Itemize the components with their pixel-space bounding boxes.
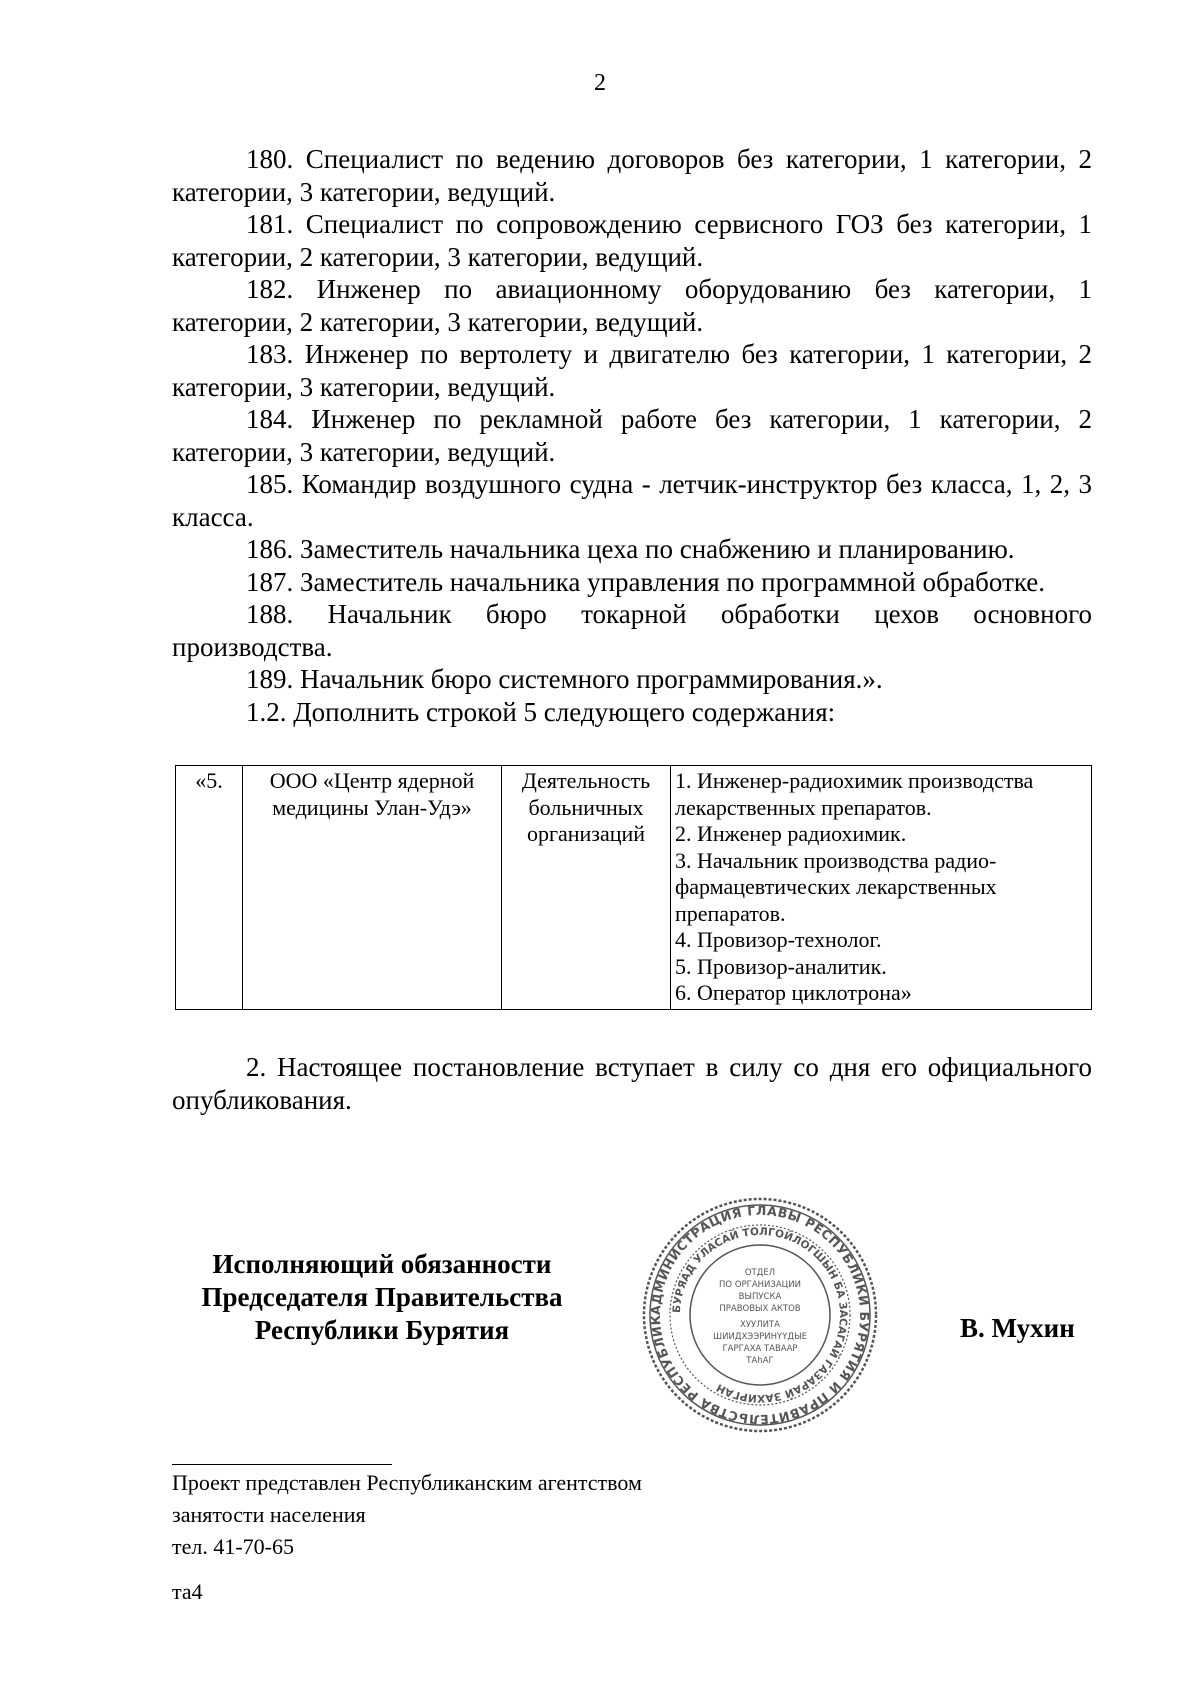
list-item-184: 184. Инженер по рекламной работе без категории, 1 категории, 2 категории, 3 категории, ведущий. <box>172 404 1092 467</box>
closing-section <box>172 1051 1092 1116</box>
signer-line: Республики Бурятия <box>254 1315 510 1345</box>
signer-line: Председателя Правительства <box>201 1282 563 1312</box>
table-cell-number: «5. <box>176 766 243 1010</box>
svg-text:ОТДЕЛ: ОТДЕЛ <box>744 1268 776 1278</box>
position-item: 3. Начальник производства радио-фармацевтических лекарственных препаратов. <box>675 847 997 926</box>
seal-outer-ring-text: АДМИНИСТРАЦИЯ ГЛАВЫ РЕСПУБЛИКИ БУРЯТИЯ И ПРАВИТЕЛЬСТВА РЕСПУБЛИК <box>647 1202 873 1428</box>
amendment-paragraph: 1.2. Дополнить строкой 5 следующего содержания: <box>246 696 836 727</box>
svg-text:ПРАВОВЫХ АКТОВ: ПРАВОВЫХ АКТОВ <box>719 1304 801 1314</box>
footnote-divider <box>172 1464 392 1465</box>
list-item-180: 180. Специалист по ведению договоров без категории, 1 категории, 2 категории, 3 категории, ведущий. <box>172 144 1092 207</box>
position-item: 2. Инженер радиохимик. <box>675 821 907 846</box>
document-body <box>172 143 1092 728</box>
signature-name: В. Мухин <box>960 1313 1075 1343</box>
list-item-187: 187. Заместитель начальника управления по программной обработке. <box>246 566 1046 597</box>
svg-text:ХУУЛИТА: ХУУЛИТА <box>740 1320 780 1330</box>
organizations-table <box>175 765 1092 1010</box>
table-cell-activity: Деятельность больничных организаций <box>502 766 671 1010</box>
official-seal <box>640 1195 880 1435</box>
svg-text:ГАРГАХА ТАВААР: ГАРГАХА ТАВААР <box>722 1344 798 1354</box>
seal-icon <box>640 1195 880 1435</box>
svg-text:ПО ОРГАНИЗАЦИИ: ПО ОРГАНИЗАЦИИ <box>719 1280 801 1290</box>
list-item-183: 183. Инженер по вертолету и двигателю без категории, 1 категории, 2 категории, 3 категории, ведущий. <box>172 339 1092 402</box>
signer-title <box>172 1248 592 1347</box>
table-row <box>176 766 1092 1010</box>
footnote-line: занятости населения <box>172 1502 366 1527</box>
position-item: 6. Оператор циклотрона» <box>675 980 912 1005</box>
page-number: 2 <box>594 70 606 96</box>
signer-line: Исполняющий обязанности <box>212 1249 552 1279</box>
footnote <box>172 1467 642 1563</box>
svg-text:ШИИДХЭЭРИНҮҮДЫЕ: ШИИДХЭЭРИНҮҮДЫЕ <box>713 1332 807 1342</box>
table-cell-organization: ООО «Центр ядерной медицины Улан-Удэ» <box>243 766 502 1010</box>
list-item-181: 181. Специалист по сопровождению сервисного ГОЗ без категории, 1 категории, 2 категории, 3 категории, ведущий. <box>172 209 1092 272</box>
svg-text:ТАһАГ: ТАһАГ <box>746 1356 774 1366</box>
list-item-185: 185. Командир воздушного судна - летчик-инструктор без класса, 1, 2, 3 класса. <box>172 469 1092 532</box>
list-item-188: 188. Начальник бюро токарной обработки цехов основного производства. <box>172 599 1092 662</box>
position-item: 4. Провизор-технолог. <box>675 927 882 952</box>
seal-inner-ring-text: БУРЯАД УЛАСАЙ ТОЛГОЙЛОГШЫН БА ЗАСАГАЙ ГАЗАРАЙ ЗАХИРГАН <box>670 1225 850 1405</box>
effective-date-paragraph: 2. Настоящее постановление вступает в силу со дня его официального опубликования. <box>172 1052 1092 1115</box>
svg-text:ВЫПУСКА: ВЫПУСКА <box>738 1292 782 1302</box>
position-item: 5. Провизор-аналитик. <box>675 953 887 979</box>
table-cell-positions <box>671 766 1092 1010</box>
footnote-phone: тел. 41-70-65 <box>172 1534 295 1559</box>
position-item: 1. Инженер-радиохимик производства лекарственных препаратов. <box>675 768 1034 820</box>
document-code: та4 <box>172 1579 203 1604</box>
list-item-189: 189. Начальник бюро системного программирования.». <box>246 664 883 694</box>
list-item-186: 186. Заместитель начальника цеха по снабжению и планированию. <box>246 534 1015 564</box>
seal-center-text <box>713 1268 807 1366</box>
list-item-182: 182. Инженер по авиационному оборудованию без категории, 1 категории, 2 категории, 3 категории, ведущий. <box>172 274 1092 337</box>
footnote-line: Проект представлен Республиканским агентством <box>172 1470 642 1495</box>
